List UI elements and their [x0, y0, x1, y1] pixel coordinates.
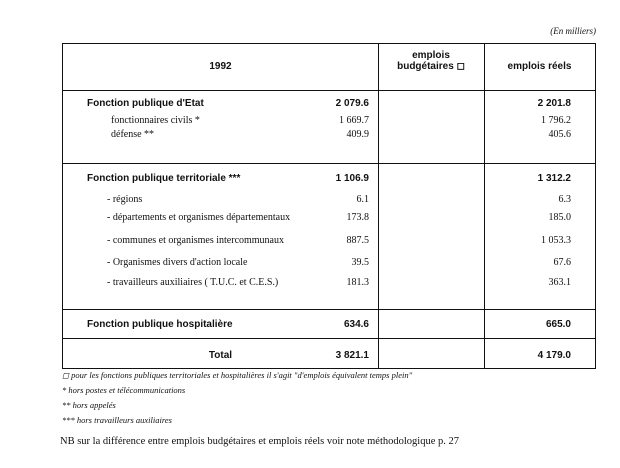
cell-budget: 1 106.9	[335, 173, 369, 184]
cell-budget: 181.3	[346, 277, 369, 288]
column-divider	[484, 44, 485, 368]
cell-budget: 173.8	[346, 212, 369, 223]
row-label: - communes et organismes intercommunaux	[107, 235, 284, 246]
unit-note: (En milliers)	[550, 26, 596, 36]
footnote: * hors postes et télécommunications	[62, 385, 186, 395]
header-budget-line2: budgétaires ◻	[397, 61, 465, 72]
cell-budget-total: 3 821.1	[335, 350, 369, 361]
header-year: 1992	[209, 61, 232, 72]
row-label: - départements et organismes départementaux	[107, 212, 291, 223]
row-divider	[63, 163, 595, 164]
cell-reel: 185.0	[548, 212, 571, 223]
cell-reel: 6.3	[558, 194, 571, 205]
row-label: - Organismes divers d'action locale	[107, 257, 248, 268]
cell-reel: 1 053.3	[541, 235, 571, 246]
cell-reel: 363.1	[548, 277, 571, 288]
row-label: Fonction publique d'Etat	[87, 98, 204, 109]
header-reel: emplois réels	[507, 61, 572, 72]
row-label: - régions	[107, 194, 143, 205]
cell-reel: 405.6	[548, 129, 571, 140]
footnote: ** hors appelés	[62, 400, 116, 410]
employment-table	[62, 43, 596, 369]
row-label: Fonction publique hospitalière	[87, 319, 233, 330]
cell-budget: 1 669.7	[339, 115, 369, 126]
cell-reel: 67.6	[553, 257, 571, 268]
cell-budget: 2 079.6	[335, 98, 369, 109]
row-label: défense **	[111, 129, 155, 140]
footnote: ◻ pour les fonctions publiques territoriales et hospitalières il s'agit "d'emplois équivalent temps plein"	[62, 370, 413, 380]
header-budget-line1: emplois	[412, 50, 450, 61]
cell-budget: 887.5	[346, 235, 369, 246]
cell-budget: 634.6	[343, 319, 369, 330]
row-divider	[63, 90, 595, 91]
cell-budget: 39.5	[351, 257, 369, 268]
cell-budget: 409.9	[346, 129, 369, 140]
header-budget	[378, 50, 484, 72]
cell-reel-total: 4 179.0	[537, 350, 571, 361]
cell-reel: 1 796.2	[541, 115, 571, 126]
cell-reel: 1 312.2	[537, 173, 571, 184]
row-divider	[63, 309, 595, 310]
row-divider	[63, 338, 595, 339]
cell-reel: 665.0	[545, 319, 571, 330]
footnote: *** hors travailleurs auxiliaires	[62, 415, 172, 425]
column-divider	[378, 44, 379, 368]
cell-budget: 6.1	[356, 194, 369, 205]
cell-reel: 2 201.8	[537, 98, 571, 109]
nb-note: NB sur la différence entre emplois budgétaires et emplois réels voir note méthodologique p. 27	[60, 436, 459, 447]
row-label: - travailleurs auxiliaires ( T.U.C. et C.E.S.)	[107, 277, 279, 288]
row-label: fonctionnaires civils *	[111, 115, 200, 126]
row-label: Fonction publique territoriale ***	[87, 173, 241, 184]
total-label: Total	[208, 350, 233, 361]
